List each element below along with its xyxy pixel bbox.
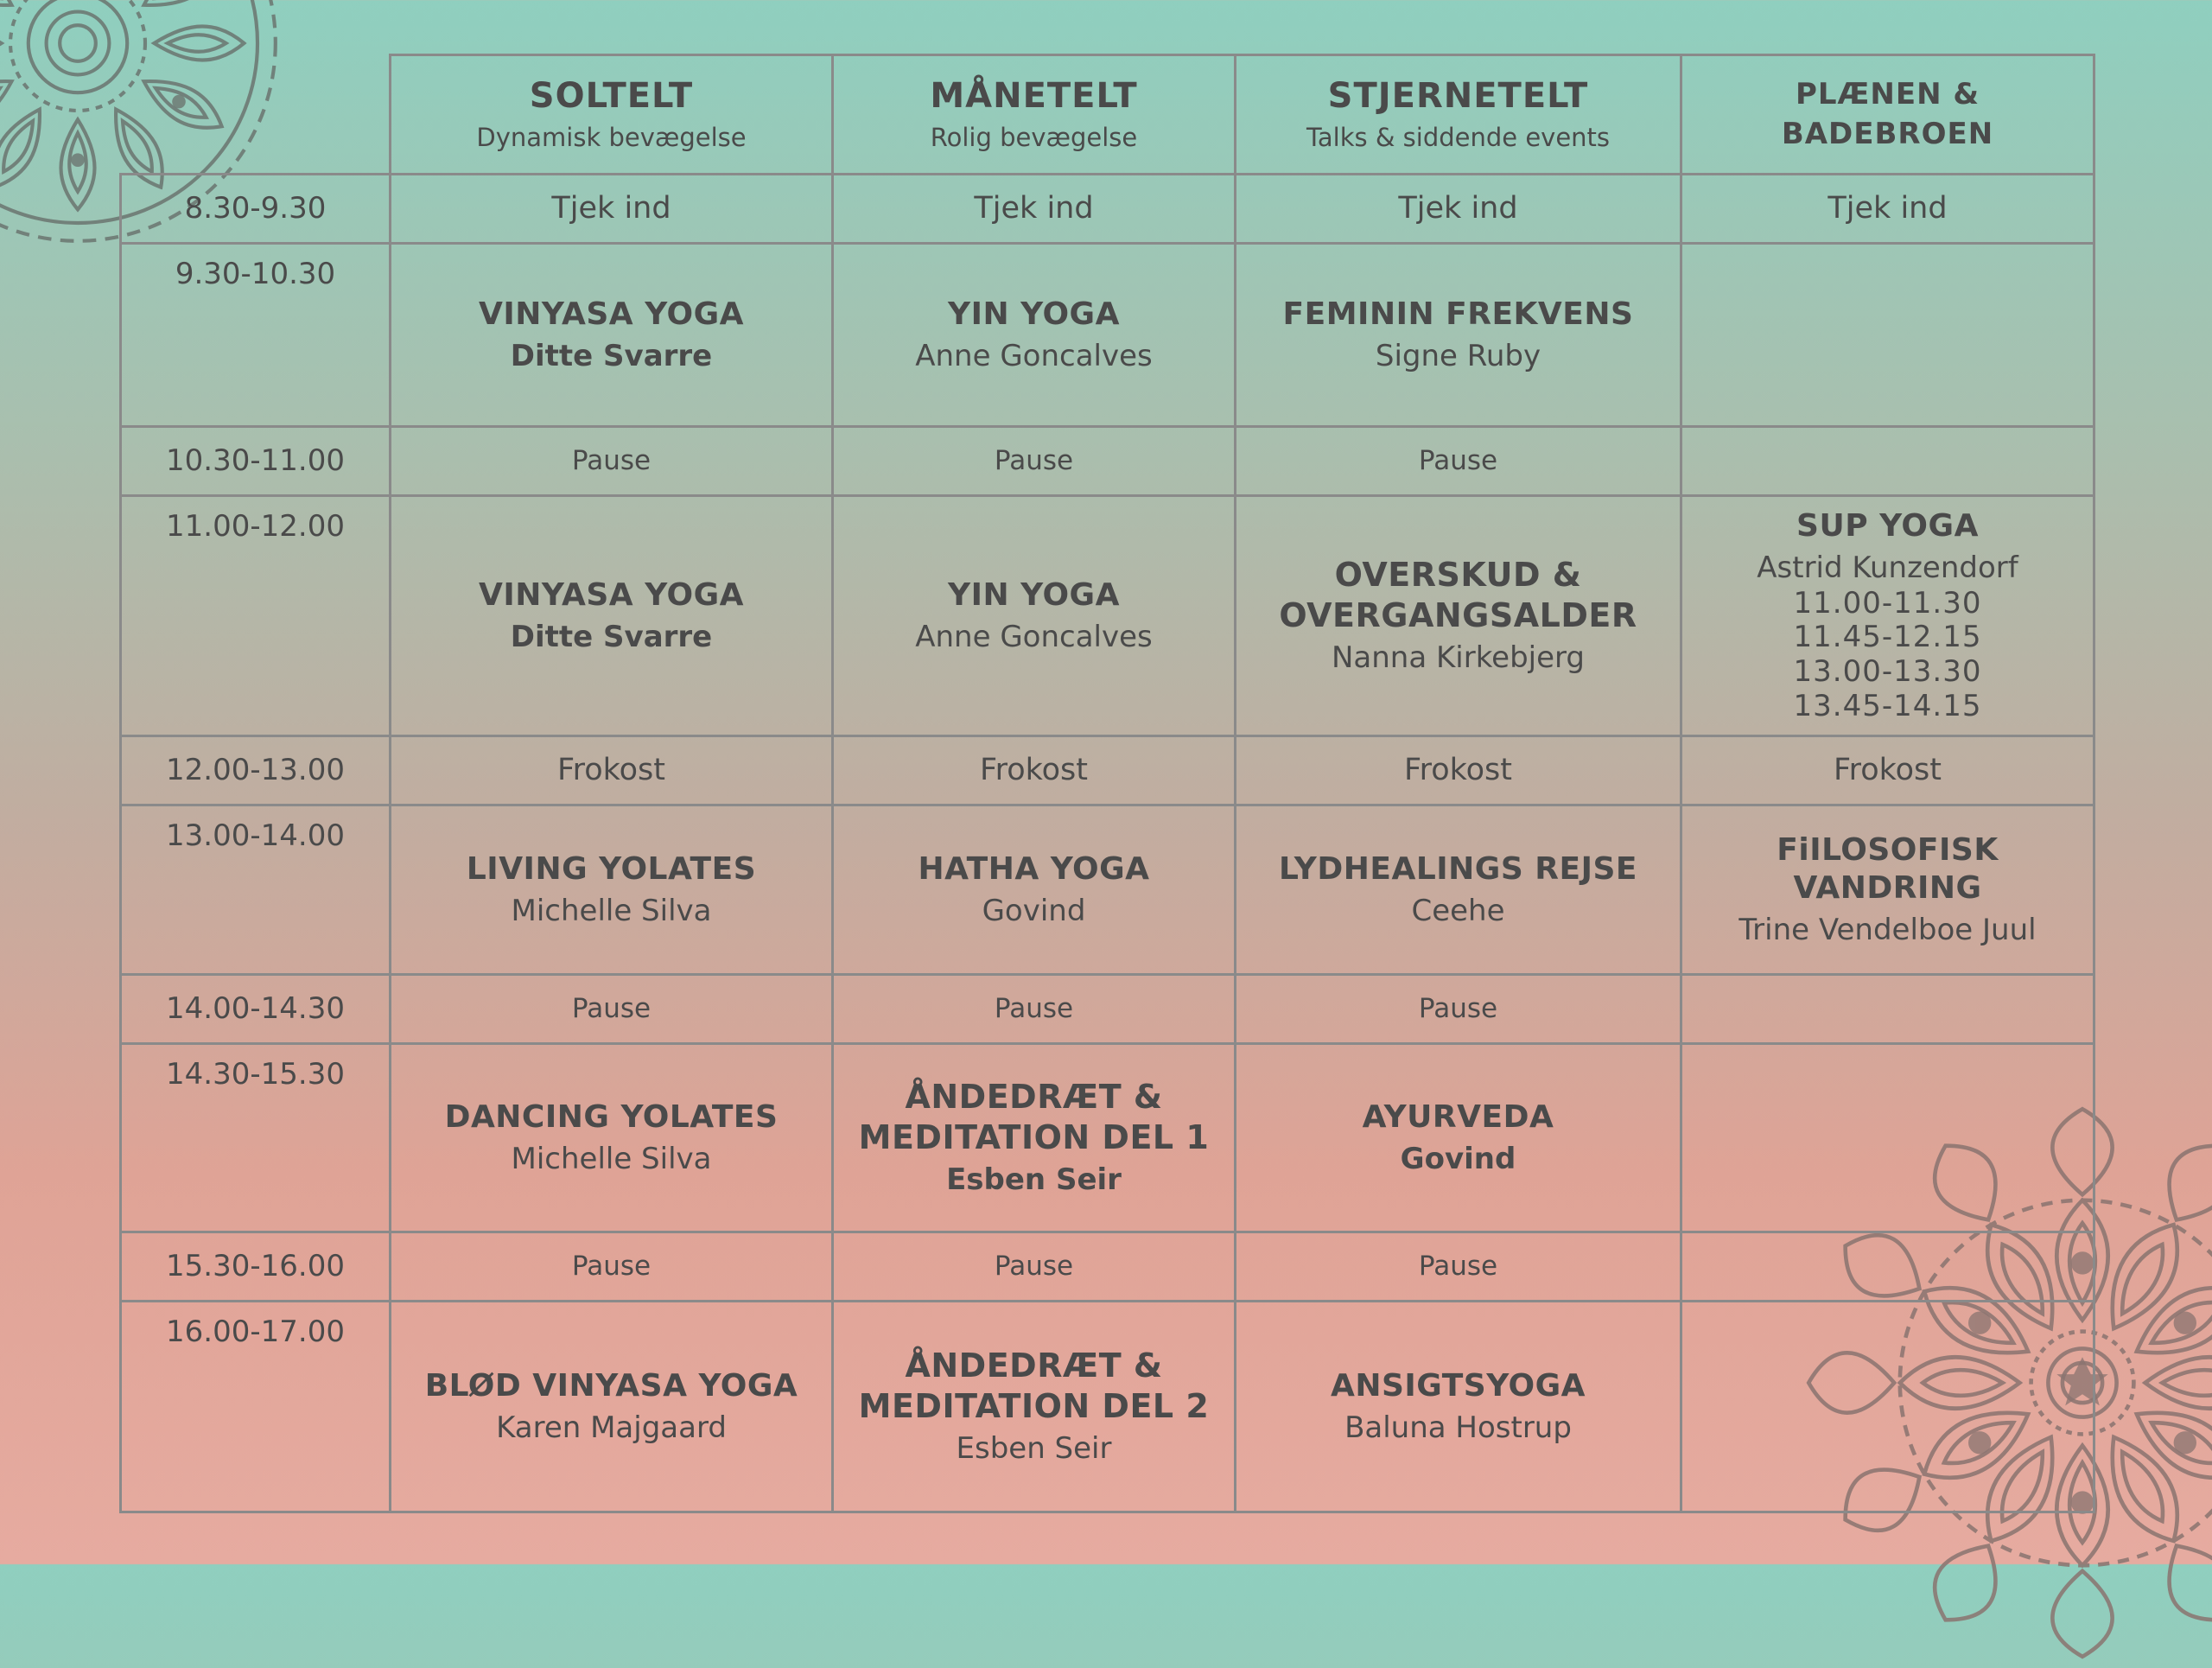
- event-title: ANSIGTSYOGA: [1330, 1367, 1586, 1404]
- event-cell: [833, 1044, 1236, 1232]
- checkin-cell: Tjek ind: [833, 175, 1236, 244]
- event-title: VINYASA YOGA: [479, 576, 744, 613]
- corner-cell: [121, 55, 391, 175]
- event-cell: [391, 244, 833, 427]
- schedule-table: [119, 54, 2095, 1513]
- event-cell: [1681, 805, 2094, 975]
- event-title-line-2: MEDITATION DEL 1: [858, 1117, 1210, 1156]
- time-cell: 8.30-9.30: [121, 175, 391, 244]
- event-instructor: Michelle Silva: [511, 893, 712, 928]
- event-cell: [833, 805, 1236, 975]
- pause-cell: Pause: [391, 427, 833, 496]
- lunch-cell: Frokost: [833, 736, 1236, 805]
- time-cell: 14.30-15.30: [121, 1044, 391, 1232]
- event-instructor: Ceehe: [1411, 893, 1505, 928]
- pause-cell: Pause: [833, 975, 1236, 1044]
- pause-cell: Pause: [391, 975, 833, 1044]
- checkin-cell: Tjek ind: [1236, 175, 1681, 244]
- event-title: SUP YOGA: [1796, 508, 1979, 544]
- pause-cell: Pause: [1236, 427, 1681, 496]
- lunch-cell: Frokost: [391, 736, 833, 805]
- table-row: [121, 975, 2094, 1044]
- checkin-cell: Tjek ind: [391, 175, 833, 244]
- event-title: AYURVEDA: [1362, 1098, 1554, 1135]
- column-header-manetelt: [833, 55, 1236, 175]
- event-instructor: Govind: [1400, 1141, 1516, 1176]
- event-instructor: Astrid Kunzendorf: [1757, 551, 2018, 586]
- column-header-soltelt: [391, 55, 833, 175]
- table-row: [121, 496, 2094, 736]
- table-row: [121, 175, 2094, 244]
- event-cell: [833, 244, 1236, 427]
- lunch-cell: Frokost: [1236, 736, 1681, 805]
- empty-cell: [1681, 427, 2094, 496]
- event-title: DANCING YOLATES: [444, 1098, 779, 1135]
- time-cell: 15.30-16.00: [121, 1232, 391, 1302]
- column-title: PLÆNEN &: [1795, 76, 1980, 111]
- table-row: [121, 1044, 2094, 1232]
- column-title: SOLTELT: [529, 76, 694, 117]
- time-cell: 13.00-14.00: [121, 805, 391, 975]
- time-cell: 10.30-11.00: [121, 427, 391, 496]
- event-cell: [391, 1044, 833, 1232]
- event-title-line-2: OVERGANGSALDER: [1279, 595, 1637, 634]
- event-cell: [1681, 496, 2094, 736]
- event-cell: [391, 805, 833, 975]
- pause-cell: Pause: [1236, 975, 1681, 1044]
- column-header-plaenen: [1681, 55, 2094, 175]
- event-title: FEMININ FREKVENS: [1282, 296, 1634, 332]
- event-cell: [833, 1302, 1236, 1512]
- event-instructor: Govind: [982, 893, 1086, 928]
- event-title: FiILOSOFISK VANDRING: [1777, 831, 1999, 906]
- time-cell: 14.00-14.30: [121, 975, 391, 1044]
- table-row: [121, 244, 2094, 427]
- event-instructor: Karen Majgaard: [496, 1410, 727, 1445]
- time-cell: 12.00-13.00: [121, 736, 391, 805]
- table-row: [121, 1232, 2094, 1302]
- event-instructor: Trine Vendelboe Juul: [1738, 912, 2037, 947]
- empty-cell: [1681, 975, 2094, 1044]
- session-time: 13.00-13.30: [1793, 654, 1982, 690]
- event-cell: [1236, 496, 1681, 736]
- column-subtitle: Talks & siddende events: [1306, 123, 1611, 153]
- event-instructor: Esben Seir: [956, 1431, 1112, 1467]
- event-title: BLØD VINYASA YOGA: [424, 1367, 798, 1404]
- event-instructor: Anne Goncalves: [915, 338, 1153, 373]
- time-cell: 16.00-17.00: [121, 1302, 391, 1512]
- event-instructor: Nanna Kirkebjerg: [1331, 640, 1586, 676]
- empty-cell: [1681, 1044, 2094, 1232]
- event-instructor: Ditte Svarre: [510, 619, 713, 654]
- checkin-cell: Tjek ind: [1681, 175, 2094, 244]
- event-title: LYDHEALINGS REJSE: [1278, 850, 1638, 887]
- event-title: YIN YOGA: [948, 576, 1120, 613]
- event-cell: [1236, 1302, 1681, 1512]
- event-instructor: Michelle Silva: [511, 1141, 712, 1176]
- empty-cell: [1681, 1302, 2094, 1512]
- event-cell: [1236, 1044, 1681, 1232]
- table-row: [121, 805, 2094, 975]
- table-row: [121, 736, 2094, 805]
- empty-cell: [1681, 244, 2094, 427]
- event-title-line-2: MEDITATION DEL 2: [858, 1386, 1210, 1425]
- event-title: HATHA YOGA: [918, 850, 1150, 887]
- table-row: [121, 427, 2094, 496]
- event-instructor: Ditte Svarre: [510, 338, 713, 373]
- header-row: [121, 55, 2094, 175]
- column-subtitle: Rolig bevægelse: [930, 123, 1138, 153]
- column-title: MÅNETELT: [930, 76, 1138, 117]
- column-subtitle: Dynamisk bevægelse: [476, 123, 747, 153]
- session-time: 13.45-14.15: [1793, 688, 1982, 723]
- lunch-cell: Frokost: [1681, 736, 2094, 805]
- session-time: 11.00-11.30: [1793, 585, 1982, 621]
- event-title: YIN YOGA: [948, 296, 1120, 332]
- event-cell: [391, 1302, 833, 1512]
- event-title: OVERSKUD &: [1334, 556, 1582, 595]
- event-instructor: Esben Seir: [946, 1162, 1122, 1198]
- pause-cell: Pause: [391, 1232, 833, 1302]
- event-title: VINYASA YOGA: [479, 296, 744, 332]
- pause-cell: Pause: [1236, 1232, 1681, 1302]
- pause-cell: Pause: [833, 1232, 1236, 1302]
- column-title: STJERNETELT: [1327, 76, 1589, 117]
- event-title: ÅNDEDRÆT &: [905, 1078, 1163, 1117]
- event-title: ÅNDEDRÆT &: [905, 1346, 1163, 1385]
- time-cell: 9.30-10.30: [121, 244, 391, 427]
- event-instructor: Signe Ruby: [1375, 338, 1541, 373]
- event-title: LIVING YOLATES: [466, 850, 757, 887]
- event-cell: [391, 496, 833, 736]
- pause-cell: Pause: [833, 427, 1236, 496]
- column-title-line-2: BADEBROEN: [1781, 116, 1994, 151]
- event-instructor: Baluna Hostrup: [1344, 1410, 1572, 1445]
- session-time: 11.45-12.15: [1793, 620, 1982, 655]
- column-header-stjernetelt: [1236, 55, 1681, 175]
- event-instructor: Anne Goncalves: [915, 619, 1153, 654]
- event-cell: [1236, 244, 1681, 427]
- event-cell: [1236, 805, 1681, 975]
- table-row: [121, 1302, 2094, 1512]
- empty-cell: [1681, 1232, 2094, 1302]
- time-cell: 11.00-12.00: [121, 496, 391, 736]
- event-cell: [833, 496, 1236, 736]
